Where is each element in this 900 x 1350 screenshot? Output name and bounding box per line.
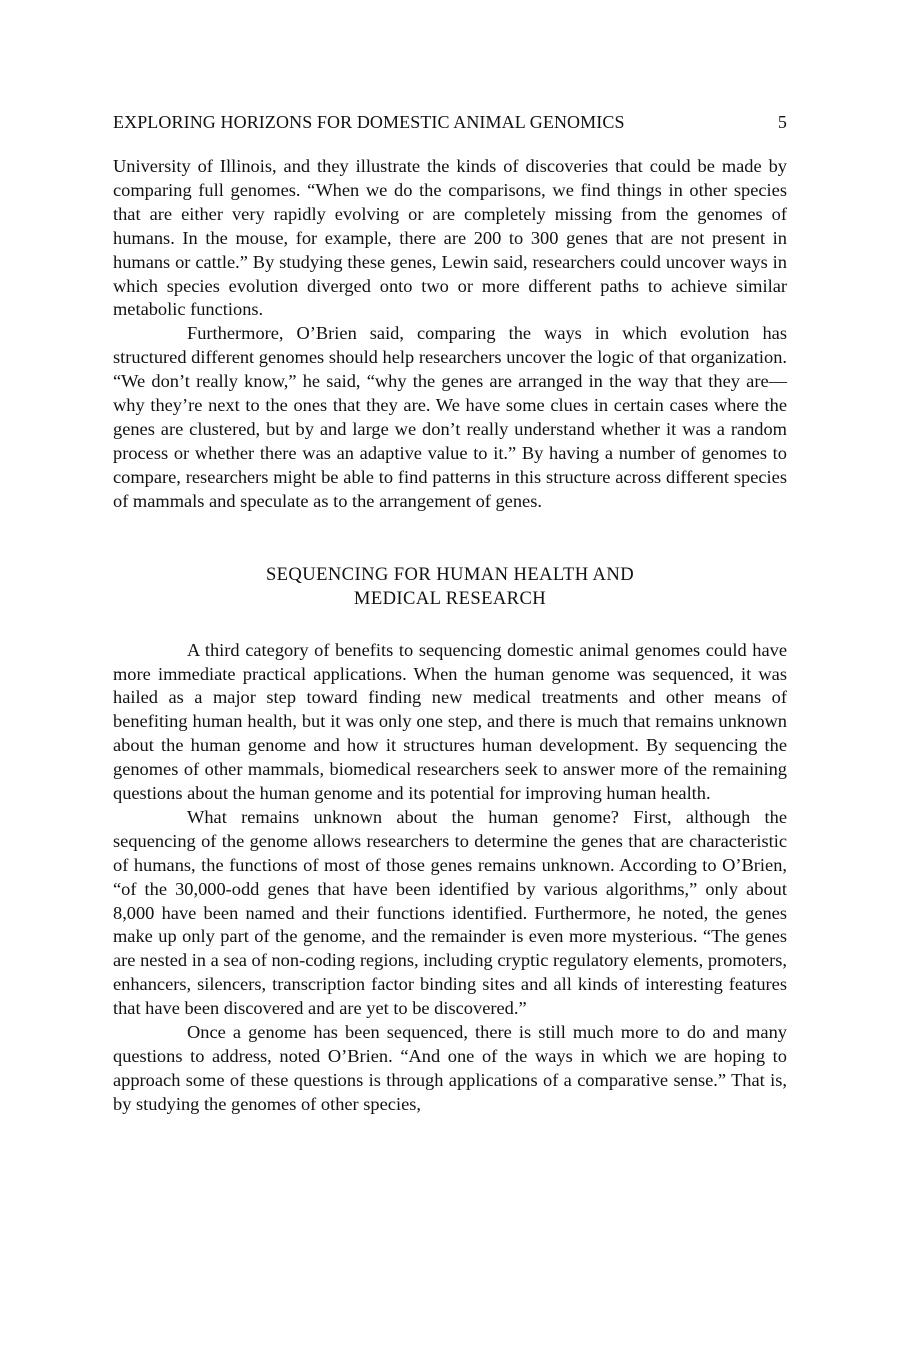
section-heading-line-1: SEQUENCING FOR HUMAN HEALTH AND — [265, 563, 635, 585]
paragraph: Once a genome has been sequenced, there is still much more to do and many questions to address, noted O’Brien. “And one of the ways in which we are hoping to approach some of these questions is through applications of a comparative sense.” That is, by studying the genomes of other species, — [113, 1022, 787, 1114]
running-header — [113, 112, 787, 133]
paragraph: What remains unknown about the human genome? First, although the sequencing of the genome allows researchers to determine the genes that are characteristic of humans, the functions of most of those genes remains unknown. According to O’Brien, “of the 30,000-odd genes that have been identified by various algorithms,” only about 8,000 have been named and their functions identified. Furthermore, he noted, the genes make up only part of the genome, and the remainder is even more mysterious. “The genes are nested in a sea of non-coding regions, including cryptic regulatory elements, promoters, enhancers, silencers, transcription factor binding sites and all kinds of interesting features that have been discovered and are yet to be discovered.” — [113, 806, 787, 1019]
section-heading — [113, 563, 787, 612]
paragraph-continued: University of Illinois, and they illustrate the kinds of discoveries that could be made by comparing full genomes. “When we do the comparisons, we find things in other species that are either very rapidly evolving or are completely missing from the genomes of humans. In the mouse, for example, there are 200 to 300 genes that are not present in humans or cattle.” By studying these genes, Lewin said, researchers could uncover ways in which species evolution diverged onto two or more different paths to achieve similar metabolic functions. — [113, 156, 787, 320]
paragraph: A third category of benefits to sequencing domestic animal genomes could have more immediate practical applications. When the human genome was sequenced, it was hailed as a major step toward finding new medical treatments and other means of benefiting human health, but it was only one step, and there is much that remains unknown about the human genome and how it structures human development. By sequencing the genomes of other mammals, biomedical researchers seek to answer more of the remaining questions about the human genome and its potential for improving human health. — [113, 639, 787, 804]
paragraph: Furthermore, O’Brien said, comparing the ways in which evolution has structured different genomes should help researchers uncover the logic of that organization. “We don’t really know,” he said, “why the genes are arranged in the way that they are—why they’re next to the ones that they are. We have some clues in certain cases where the genes are clustered, but by and large we don’t really understand whether it was a random process or whether there was an adaptive value to it.” By having a number of genomes to compare, researchers might be able to find patterns in this structure across different species of mammals and speculate as to the arrangement of genes. — [113, 323, 787, 511]
section-heading-line-2: MEDICAL RESEARCH — [353, 588, 547, 610]
document-page — [113, 112, 787, 1117]
page-number: 5 — [777, 112, 787, 132]
running-title: EXPLORING HORIZONS FOR DOMESTIC ANIMAL GENOMICS — [113, 112, 625, 132]
